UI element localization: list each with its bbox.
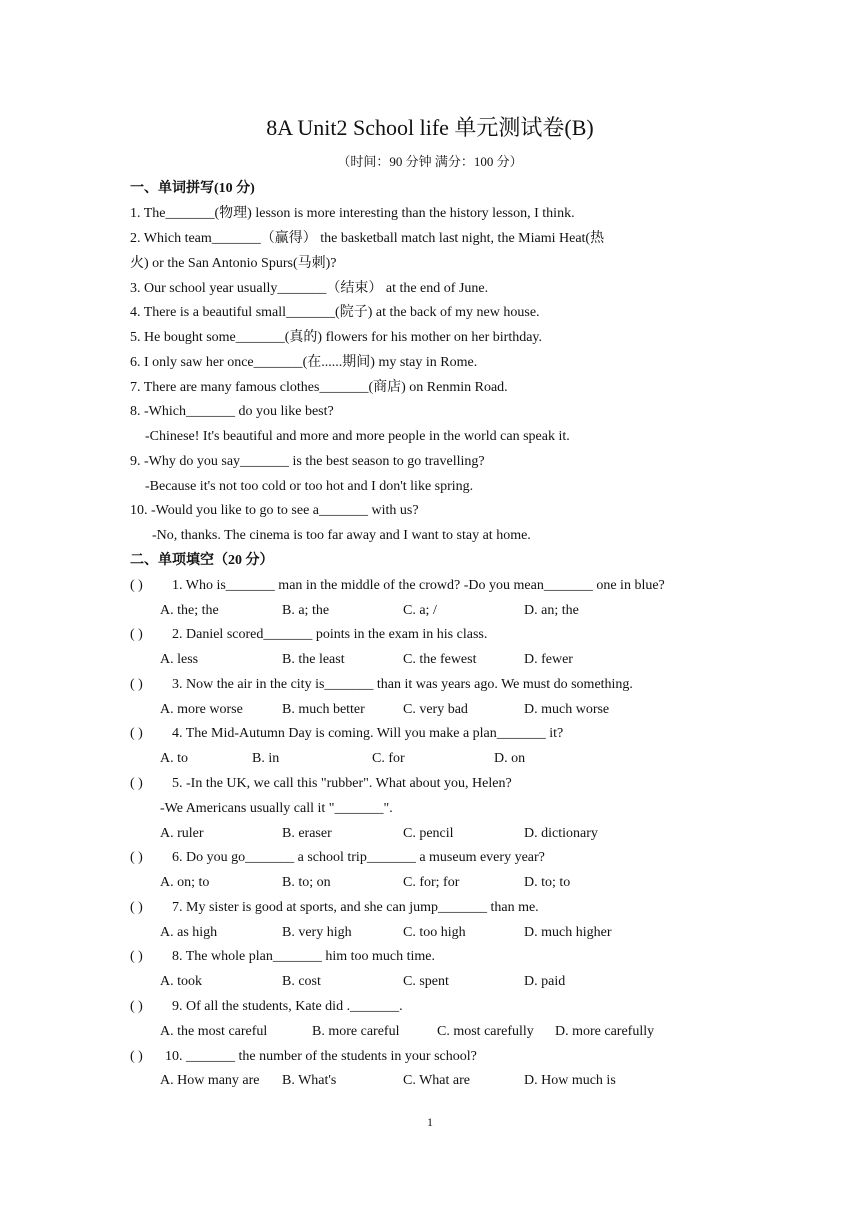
s1-line: 火) or the San Antonio Spurs(马刺)?: [130, 256, 337, 271]
answer-bracket: ( ): [130, 677, 143, 692]
s1-line: 9. -Why do you say_______ is the best season to go travelling?: [130, 454, 485, 469]
option: C. for; for: [403, 875, 460, 890]
option: B. to; on: [282, 875, 331, 890]
answer-bracket: ( ): [130, 850, 143, 865]
option: A. the most careful: [160, 1024, 268, 1039]
option: C. very bad: [403, 702, 468, 717]
option: C. What are: [403, 1073, 470, 1088]
option: D. fewer: [524, 652, 573, 667]
option: B. much better: [282, 702, 365, 717]
s1-line: -Chinese! It's beautiful and more and more people in the world can speak it.: [145, 429, 570, 444]
answer-bracket: ( ): [130, 900, 143, 915]
s1-line: -No, thanks. The cinema is too far away and I want to stay at home.: [152, 528, 531, 543]
option: B. a; the: [282, 603, 330, 618]
option: D. paid: [524, 974, 566, 989]
section2-heading: 二、单项填空（20 分）: [130, 553, 274, 568]
answer-bracket: ( ): [130, 999, 143, 1014]
option: D. much higher: [524, 925, 612, 940]
option: B. the least: [282, 652, 345, 667]
option: C. spent: [403, 974, 449, 989]
answer-bracket: ( ): [130, 949, 143, 964]
answer-bracket: ( ): [130, 726, 143, 741]
section1-heading: 一、单词拼写(10 分): [130, 181, 255, 196]
option: D. How much is: [524, 1073, 616, 1088]
question-stem: 4. The Mid-Autumn Day is coming. Will you make a plan_______ it?: [172, 726, 564, 741]
s1-line: 3. Our school year usually_______（结束） at the end of June.: [130, 281, 489, 296]
s1-line: 6. I only saw her once_______(在......期间) my stay in Rome.: [130, 355, 478, 370]
option: A. more worse: [160, 702, 243, 717]
option: D. much worse: [524, 702, 610, 717]
page-number: 1: [427, 1115, 433, 1129]
answer-bracket: ( ): [130, 627, 143, 642]
question-stem: 6. Do you go_______ a school trip_______ a museum every year?: [172, 850, 545, 865]
page-subtitle: （时间：90 分钟 满分：100 分）: [337, 154, 523, 169]
option: A. the; the: [160, 603, 219, 618]
option: D. more carefully: [555, 1024, 655, 1039]
s1-line: -Because it's not too cold or too hot and I don't like spring.: [145, 479, 474, 494]
option: D. dictionary: [524, 826, 598, 841]
question-stem: 3. Now the air in the city is_______ than it was years ago. We must do something.: [172, 677, 633, 692]
option: A. less: [160, 652, 199, 667]
question-stem: 1. Who is_______ man in the middle of the crowd? -Do you mean_______ one in blue?: [172, 578, 665, 593]
s1-line: 4. There is a beautiful small_______(院子) at the back of my new house.: [130, 305, 540, 320]
option: A. How many are: [160, 1073, 260, 1088]
option: A. as high: [160, 925, 218, 940]
option: A. took: [160, 974, 202, 989]
option: C. too high: [403, 925, 466, 940]
option: D. to; to: [524, 875, 571, 890]
option: D. an; the: [524, 603, 579, 618]
option: A. on; to: [160, 875, 210, 890]
page-title: 8A Unit2 School life 单元测试卷(B): [266, 115, 594, 140]
question-stem: 10. _______ the number of the students in your school?: [165, 1049, 477, 1064]
option: C. for: [372, 751, 405, 766]
option: B. in: [252, 751, 280, 766]
option: B. What's: [282, 1073, 337, 1088]
option: B. more careful: [312, 1024, 400, 1039]
question-stem: 7. My sister is good at sports, and she can jump_______ than me.: [172, 900, 539, 915]
answer-bracket: ( ): [130, 1049, 143, 1064]
s1-line: 10. -Would you like to go to see a_______ with us?: [130, 503, 419, 518]
answer-bracket: ( ): [130, 578, 143, 593]
question-stem: 5. -In the UK, we call this "rubber". What about you, Helen?: [172, 776, 512, 791]
s1-line: 7. There are many famous clothes_______(商店) on Renmin Road.: [130, 380, 508, 395]
option: C. pencil: [403, 826, 454, 841]
option: C. most carefully: [437, 1024, 534, 1039]
answer-bracket: ( ): [130, 776, 143, 791]
option: B. eraser: [282, 826, 332, 841]
s1-line: 5. He bought some_______(真的) flowers for his mother on her birthday.: [130, 330, 543, 345]
question-stem: 8. The whole plan_______ him too much time.: [172, 949, 435, 964]
s1-line: 1. The_______(物理) lesson is more interesting than the history lesson, I think.: [130, 206, 575, 221]
question-stem: 9. Of all the students, Kate did ._______.: [172, 999, 403, 1014]
option: D. on: [494, 751, 526, 766]
question-stem: 2. Daniel scored_______ points in the exam in his class.: [172, 627, 488, 642]
question-continuation: -We Americans usually call it "_______".: [160, 801, 393, 816]
option: B. cost: [282, 974, 321, 989]
option: A. to: [160, 751, 188, 766]
option: C. a; /: [403, 603, 437, 618]
s1-line: 8. -Which_______ do you like best?: [130, 404, 334, 419]
option: C. the fewest: [403, 652, 477, 667]
s1-line: 2. Which team_______（赢得） the basketball match last night, the Miami Heat(热: [130, 231, 605, 246]
option: B. very high: [282, 925, 352, 940]
option: A. ruler: [160, 826, 204, 841]
